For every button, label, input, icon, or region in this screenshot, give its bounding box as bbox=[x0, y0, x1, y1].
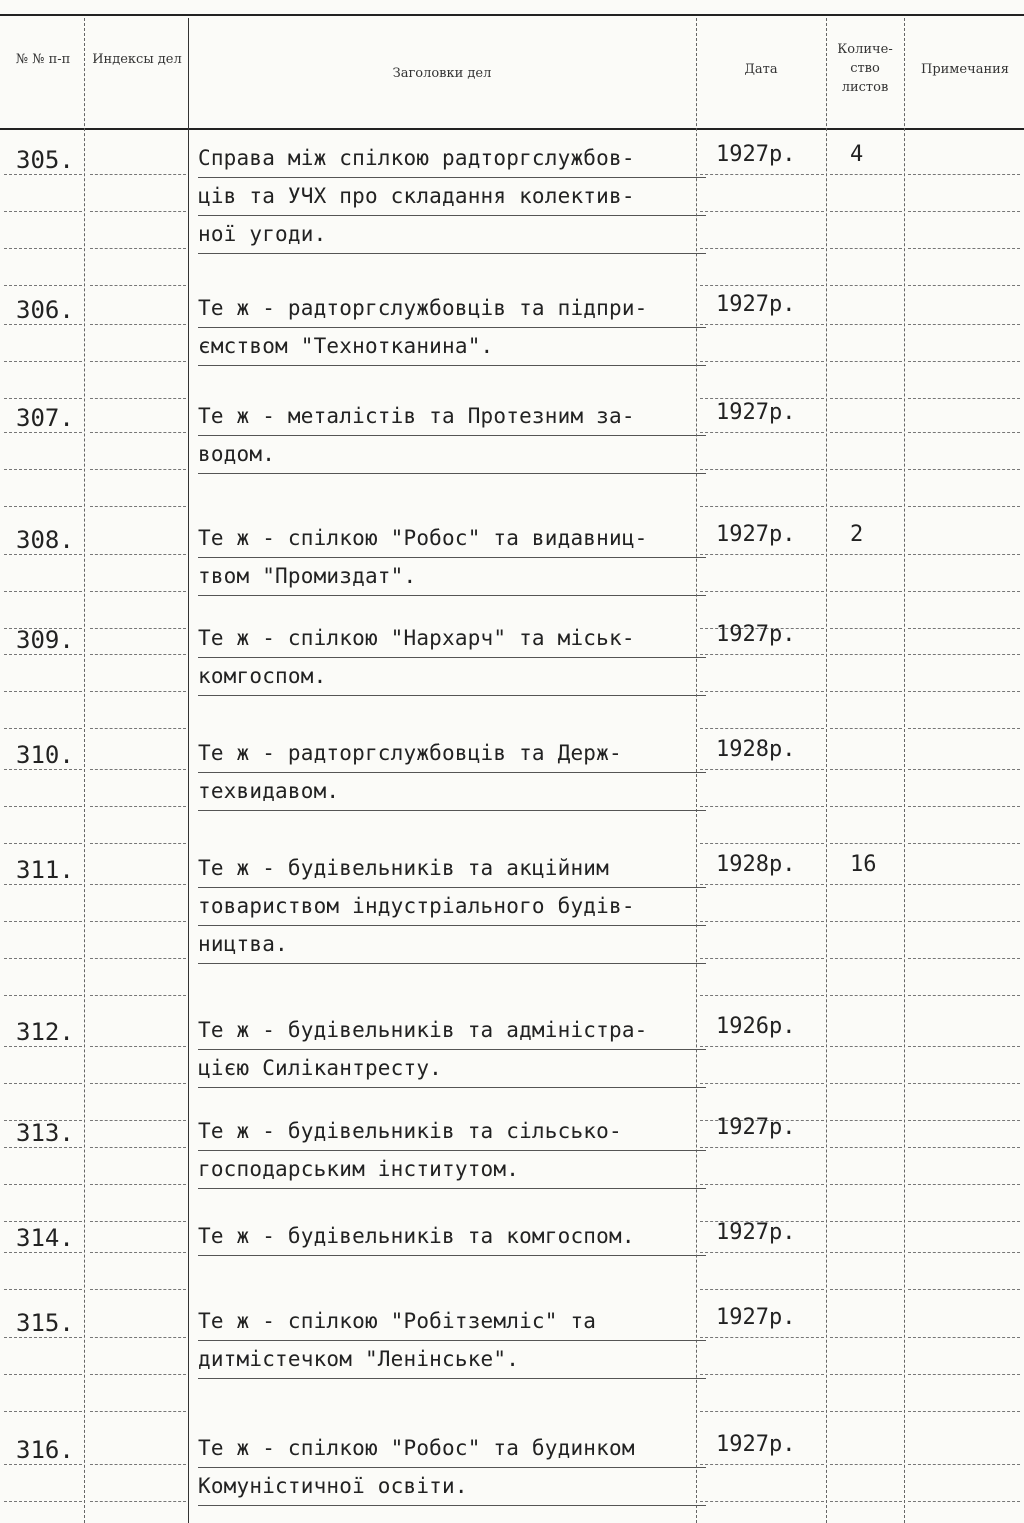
entry-number: 309. bbox=[16, 626, 74, 654]
entry-title bbox=[198, 1430, 706, 1506]
entry-date: 1928р. bbox=[716, 852, 796, 877]
ruled-line bbox=[908, 174, 1020, 175]
ruled-line bbox=[908, 1464, 1020, 1465]
entry-title-line: Те ж - будівельників та сільсько- bbox=[198, 1113, 706, 1151]
ruled-line bbox=[830, 591, 902, 592]
ruled-line bbox=[700, 1411, 824, 1412]
ruled-line bbox=[700, 432, 824, 433]
entry-title bbox=[198, 520, 706, 596]
ruled-line bbox=[700, 248, 824, 249]
ruled-line bbox=[4, 995, 82, 996]
entry-sheets: 4 bbox=[850, 142, 864, 167]
ruled-line bbox=[90, 1184, 186, 1185]
column-divider-date bbox=[826, 18, 827, 1523]
entry-title bbox=[198, 620, 706, 696]
header-sheets: Количе-ство листов bbox=[837, 42, 893, 95]
ruled-line bbox=[830, 469, 902, 470]
entry-title bbox=[198, 1012, 706, 1088]
ruled-line bbox=[4, 248, 82, 249]
ruled-line bbox=[90, 628, 186, 629]
ruled-line bbox=[90, 728, 186, 729]
entry-title bbox=[198, 140, 706, 254]
ruled-line bbox=[700, 995, 824, 996]
entry-date: 1927р. bbox=[716, 1305, 796, 1330]
entry-number: 316. bbox=[16, 1436, 74, 1464]
ruled-line bbox=[908, 921, 1020, 922]
ruled-line bbox=[908, 1289, 1020, 1290]
ruled-line bbox=[90, 591, 186, 592]
ruled-line bbox=[90, 1147, 186, 1148]
ruled-line bbox=[4, 921, 82, 922]
ruled-line bbox=[830, 691, 902, 692]
ruled-line bbox=[4, 806, 82, 807]
ruled-line bbox=[908, 1083, 1020, 1084]
ruled-line bbox=[90, 469, 186, 470]
ruled-line bbox=[908, 432, 1020, 433]
ruled-line bbox=[700, 1147, 824, 1148]
header-title: Заголовки дел bbox=[392, 66, 492, 81]
entry-title bbox=[198, 1303, 706, 1379]
ruled-line bbox=[908, 1046, 1020, 1047]
ruled-line bbox=[90, 285, 186, 286]
ruled-line bbox=[700, 1046, 824, 1047]
ruled-line bbox=[830, 361, 902, 362]
ruled-line bbox=[4, 398, 82, 399]
ruled-line bbox=[700, 958, 824, 959]
entry-title-line: господарським інститутом. bbox=[198, 1151, 706, 1189]
ruled-line bbox=[830, 554, 902, 555]
top-rule bbox=[0, 14, 1024, 16]
ruled-line bbox=[700, 1464, 824, 1465]
ruled-line bbox=[90, 884, 186, 885]
entry-date: 1927р. bbox=[716, 1432, 796, 1457]
ruled-line bbox=[90, 921, 186, 922]
ruled-line bbox=[908, 843, 1020, 844]
header-index: Индексы дел bbox=[92, 52, 182, 67]
header-notes: Примечания bbox=[920, 62, 1009, 77]
ruled-line bbox=[4, 591, 82, 592]
ruled-line bbox=[830, 1252, 902, 1253]
ruled-line bbox=[90, 248, 186, 249]
entry-title-line: Те ж - будівельників та акційним bbox=[198, 850, 706, 888]
entry-number: 311. bbox=[16, 856, 74, 884]
ruled-line bbox=[830, 995, 902, 996]
entry-title-line: товариством індустріального будів- bbox=[198, 888, 706, 926]
entry-number: 310. bbox=[16, 741, 74, 769]
entry-date: 1927р. bbox=[716, 1115, 796, 1140]
entry-number: 314. bbox=[16, 1224, 74, 1252]
ruled-line bbox=[4, 285, 82, 286]
ruled-line bbox=[830, 174, 902, 175]
header-rule bbox=[0, 128, 1024, 130]
entry-title-line: водом. bbox=[198, 436, 706, 474]
ruled-line bbox=[4, 884, 82, 885]
entry-sheets: 16 bbox=[850, 852, 877, 877]
ruled-line bbox=[830, 1501, 902, 1502]
entry-title-line: Справа між спілкою радторгслужбов- bbox=[198, 140, 706, 178]
column-divider-sheets bbox=[904, 18, 905, 1523]
ruled-line bbox=[90, 432, 186, 433]
ruled-line bbox=[4, 1337, 82, 1338]
entry-title-line: Те ж - будівельників та комгоспом. bbox=[198, 1218, 706, 1256]
entry-title-line: комгоспом. bbox=[198, 658, 706, 696]
entry-title bbox=[198, 735, 706, 811]
ruled-line bbox=[700, 554, 824, 555]
ruled-line bbox=[90, 506, 186, 507]
ruled-line bbox=[830, 1046, 902, 1047]
entry-number: 305. bbox=[16, 146, 74, 174]
ruled-line bbox=[908, 1184, 1020, 1185]
entry-title-line: ємством "Технотканина". bbox=[198, 328, 706, 366]
ruled-line bbox=[830, 211, 902, 212]
ruled-line bbox=[4, 361, 82, 362]
entry-title bbox=[198, 398, 706, 474]
ruled-line bbox=[908, 361, 1020, 362]
ruled-line bbox=[908, 769, 1020, 770]
ruled-line bbox=[908, 1120, 1020, 1121]
ruled-line bbox=[90, 1501, 186, 1502]
ruled-line bbox=[4, 324, 82, 325]
ruled-line bbox=[4, 728, 82, 729]
ruled-line bbox=[90, 1120, 186, 1121]
entry-title-line: техвидавом. bbox=[198, 773, 706, 811]
entry-title-line: цією Силікантресту. bbox=[198, 1050, 706, 1088]
entry-title bbox=[198, 850, 706, 964]
ruled-line bbox=[830, 1184, 902, 1185]
ruled-line bbox=[90, 1046, 186, 1047]
ruled-line bbox=[90, 1289, 186, 1290]
ruled-line bbox=[4, 1083, 82, 1084]
entry-title-line: Те ж - спілкою "Нархарч" та міськ- bbox=[198, 620, 706, 658]
entry-date: 1927р. bbox=[716, 522, 796, 547]
ruled-line bbox=[4, 469, 82, 470]
ruled-line bbox=[700, 174, 824, 175]
ruled-line bbox=[4, 1147, 82, 1148]
header-date: Дата bbox=[744, 62, 778, 77]
ruled-line bbox=[4, 1252, 82, 1253]
ruled-line bbox=[908, 1221, 1020, 1222]
column-divider-num bbox=[84, 18, 85, 1523]
ruled-line bbox=[700, 843, 824, 844]
ruled-line bbox=[700, 691, 824, 692]
ruled-line bbox=[908, 591, 1020, 592]
ruled-line bbox=[700, 884, 824, 885]
ruled-line bbox=[90, 995, 186, 996]
entry-title-line: ництва. bbox=[198, 926, 706, 964]
ruled-line bbox=[908, 884, 1020, 885]
ruled-line bbox=[830, 248, 902, 249]
ruled-line bbox=[908, 654, 1020, 655]
ruled-line bbox=[908, 285, 1020, 286]
ruled-line bbox=[908, 506, 1020, 507]
ruled-line bbox=[90, 769, 186, 770]
ruled-line bbox=[830, 1289, 902, 1290]
ruled-line bbox=[830, 1120, 902, 1121]
entry-title-line: Те ж - будівельників та адміністра- bbox=[198, 1012, 706, 1050]
ruled-line bbox=[700, 506, 824, 507]
ruled-line bbox=[4, 843, 82, 844]
ruled-line bbox=[908, 728, 1020, 729]
ruled-line bbox=[908, 248, 1020, 249]
entry-title bbox=[198, 290, 706, 366]
ruled-line bbox=[4, 1411, 82, 1412]
ruled-line bbox=[830, 843, 902, 844]
ruled-line bbox=[700, 324, 824, 325]
entry-date: 1927р. bbox=[716, 1220, 796, 1245]
entry-title-line: Комуністичної освіти. bbox=[198, 1468, 706, 1506]
ruled-line bbox=[4, 958, 82, 959]
ruled-line bbox=[830, 1411, 902, 1412]
ruled-line bbox=[700, 398, 824, 399]
entry-title-line: твом "Промиздат". bbox=[198, 558, 706, 596]
entry-date: 1927р. bbox=[716, 622, 796, 647]
ruled-line bbox=[90, 654, 186, 655]
ruled-line bbox=[830, 806, 902, 807]
ruled-line bbox=[908, 995, 1020, 996]
ruled-line bbox=[830, 1374, 902, 1375]
ruled-line bbox=[700, 211, 824, 212]
entry-number: 312. bbox=[16, 1018, 74, 1046]
ruled-line bbox=[90, 691, 186, 692]
ruled-line bbox=[908, 469, 1020, 470]
ruled-line bbox=[4, 1221, 82, 1222]
entry-number: 315. bbox=[16, 1309, 74, 1337]
ruled-line bbox=[830, 432, 902, 433]
ruled-line bbox=[830, 628, 902, 629]
ruled-line bbox=[700, 1184, 824, 1185]
ruled-line bbox=[90, 1374, 186, 1375]
ruled-line bbox=[700, 921, 824, 922]
ruled-line bbox=[90, 174, 186, 175]
ruled-line bbox=[908, 691, 1020, 692]
ruled-line bbox=[90, 1464, 186, 1465]
ruled-line bbox=[908, 1337, 1020, 1338]
entry-title-line: дитмістечком "Ленінське". bbox=[198, 1341, 706, 1379]
ruled-line bbox=[4, 506, 82, 507]
ruled-line bbox=[700, 654, 824, 655]
ruled-line bbox=[700, 285, 824, 286]
ruled-line bbox=[4, 1464, 82, 1465]
ruled-line bbox=[908, 1411, 1020, 1412]
ruled-line bbox=[4, 1046, 82, 1047]
ruled-line bbox=[90, 1337, 186, 1338]
entry-title-line: Те ж - металістів та Протезним за- bbox=[198, 398, 706, 436]
ruled-line bbox=[830, 398, 902, 399]
ruled-line bbox=[90, 361, 186, 362]
ruled-line bbox=[908, 1501, 1020, 1502]
ruled-line bbox=[90, 554, 186, 555]
ruled-line bbox=[830, 506, 902, 507]
entry-date: 1926р. bbox=[716, 1014, 796, 1039]
ruled-line bbox=[4, 432, 82, 433]
ruled-line bbox=[830, 958, 902, 959]
ruled-line bbox=[700, 1252, 824, 1253]
ruled-line bbox=[830, 728, 902, 729]
ruled-line bbox=[830, 324, 902, 325]
entry-title-line: Те ж - спілкою "Робітземліс" та bbox=[198, 1303, 706, 1341]
ruled-line bbox=[700, 469, 824, 470]
ruled-line bbox=[830, 1337, 902, 1338]
entry-title-line: Те ж - спілкою "Робос" та будинком bbox=[198, 1430, 706, 1468]
ruled-line bbox=[908, 398, 1020, 399]
entry-title bbox=[198, 1113, 706, 1189]
ruled-line bbox=[830, 884, 902, 885]
ruled-line bbox=[700, 769, 824, 770]
ruled-line bbox=[908, 806, 1020, 807]
ruled-line bbox=[90, 1083, 186, 1084]
ruled-line bbox=[700, 728, 824, 729]
ruled-line bbox=[700, 1501, 824, 1502]
ruled-line bbox=[4, 1501, 82, 1502]
entry-number: 313. bbox=[16, 1119, 74, 1147]
ruled-line bbox=[90, 211, 186, 212]
ruled-line bbox=[90, 1411, 186, 1412]
entry-title-line: Те ж - спілкою "Робос" та видавниц- bbox=[198, 520, 706, 558]
ruled-line bbox=[700, 591, 824, 592]
entry-title-line: Те ж - радторгслужбовців та Держ- bbox=[198, 735, 706, 773]
ruled-line bbox=[830, 654, 902, 655]
ruled-line bbox=[908, 1374, 1020, 1375]
entry-number: 307. bbox=[16, 404, 74, 432]
ruled-line bbox=[700, 1337, 824, 1338]
ruled-line bbox=[90, 324, 186, 325]
entry-title-line: Те ж - радторгслужбовців та підпри- bbox=[198, 290, 706, 328]
ruled-line bbox=[908, 1147, 1020, 1148]
ruled-line bbox=[700, 806, 824, 807]
ruled-line bbox=[830, 1147, 902, 1148]
ruled-line bbox=[90, 958, 186, 959]
ruled-line bbox=[700, 1374, 824, 1375]
ruled-line bbox=[830, 1464, 902, 1465]
entry-number: 308. bbox=[16, 526, 74, 554]
ruled-line bbox=[90, 806, 186, 807]
ruled-line bbox=[908, 324, 1020, 325]
ruled-line bbox=[4, 174, 82, 175]
ruled-line bbox=[4, 769, 82, 770]
ruled-line bbox=[908, 958, 1020, 959]
ruled-line bbox=[4, 691, 82, 692]
ruled-line bbox=[908, 628, 1020, 629]
ruled-line bbox=[90, 398, 186, 399]
ruled-line bbox=[4, 1184, 82, 1185]
entry-sheets: 2 bbox=[850, 522, 864, 547]
ruled-line bbox=[830, 769, 902, 770]
ruled-line bbox=[90, 843, 186, 844]
entry-title bbox=[198, 1218, 706, 1256]
entry-number: 306. bbox=[16, 296, 74, 324]
ruled-line bbox=[908, 1252, 1020, 1253]
ruled-line bbox=[908, 554, 1020, 555]
ruled-line bbox=[4, 211, 82, 212]
ruled-line bbox=[908, 211, 1020, 212]
entry-title-line: ців та УЧХ про складання колектив- bbox=[198, 178, 706, 216]
ruled-line bbox=[4, 1374, 82, 1375]
ruled-line bbox=[830, 1083, 902, 1084]
header-num: № № п-п bbox=[15, 52, 71, 67]
ruled-line bbox=[700, 1083, 824, 1084]
ruled-line bbox=[830, 1221, 902, 1222]
column-divider-index bbox=[188, 18, 189, 1523]
ruled-line bbox=[4, 1289, 82, 1290]
ruled-line bbox=[4, 654, 82, 655]
entry-title-line: ної угоди. bbox=[198, 216, 706, 254]
entry-date: 1927р. bbox=[716, 400, 796, 425]
ruled-line bbox=[830, 285, 902, 286]
ruled-line bbox=[830, 921, 902, 922]
entry-date: 1927р. bbox=[716, 292, 796, 317]
ruled-line bbox=[90, 1252, 186, 1253]
ruled-line bbox=[90, 1221, 186, 1222]
entry-date: 1928р. bbox=[716, 737, 796, 762]
ruled-line bbox=[700, 361, 824, 362]
entry-date: 1927р. bbox=[716, 142, 796, 167]
ruled-line bbox=[4, 554, 82, 555]
ruled-line bbox=[700, 1289, 824, 1290]
